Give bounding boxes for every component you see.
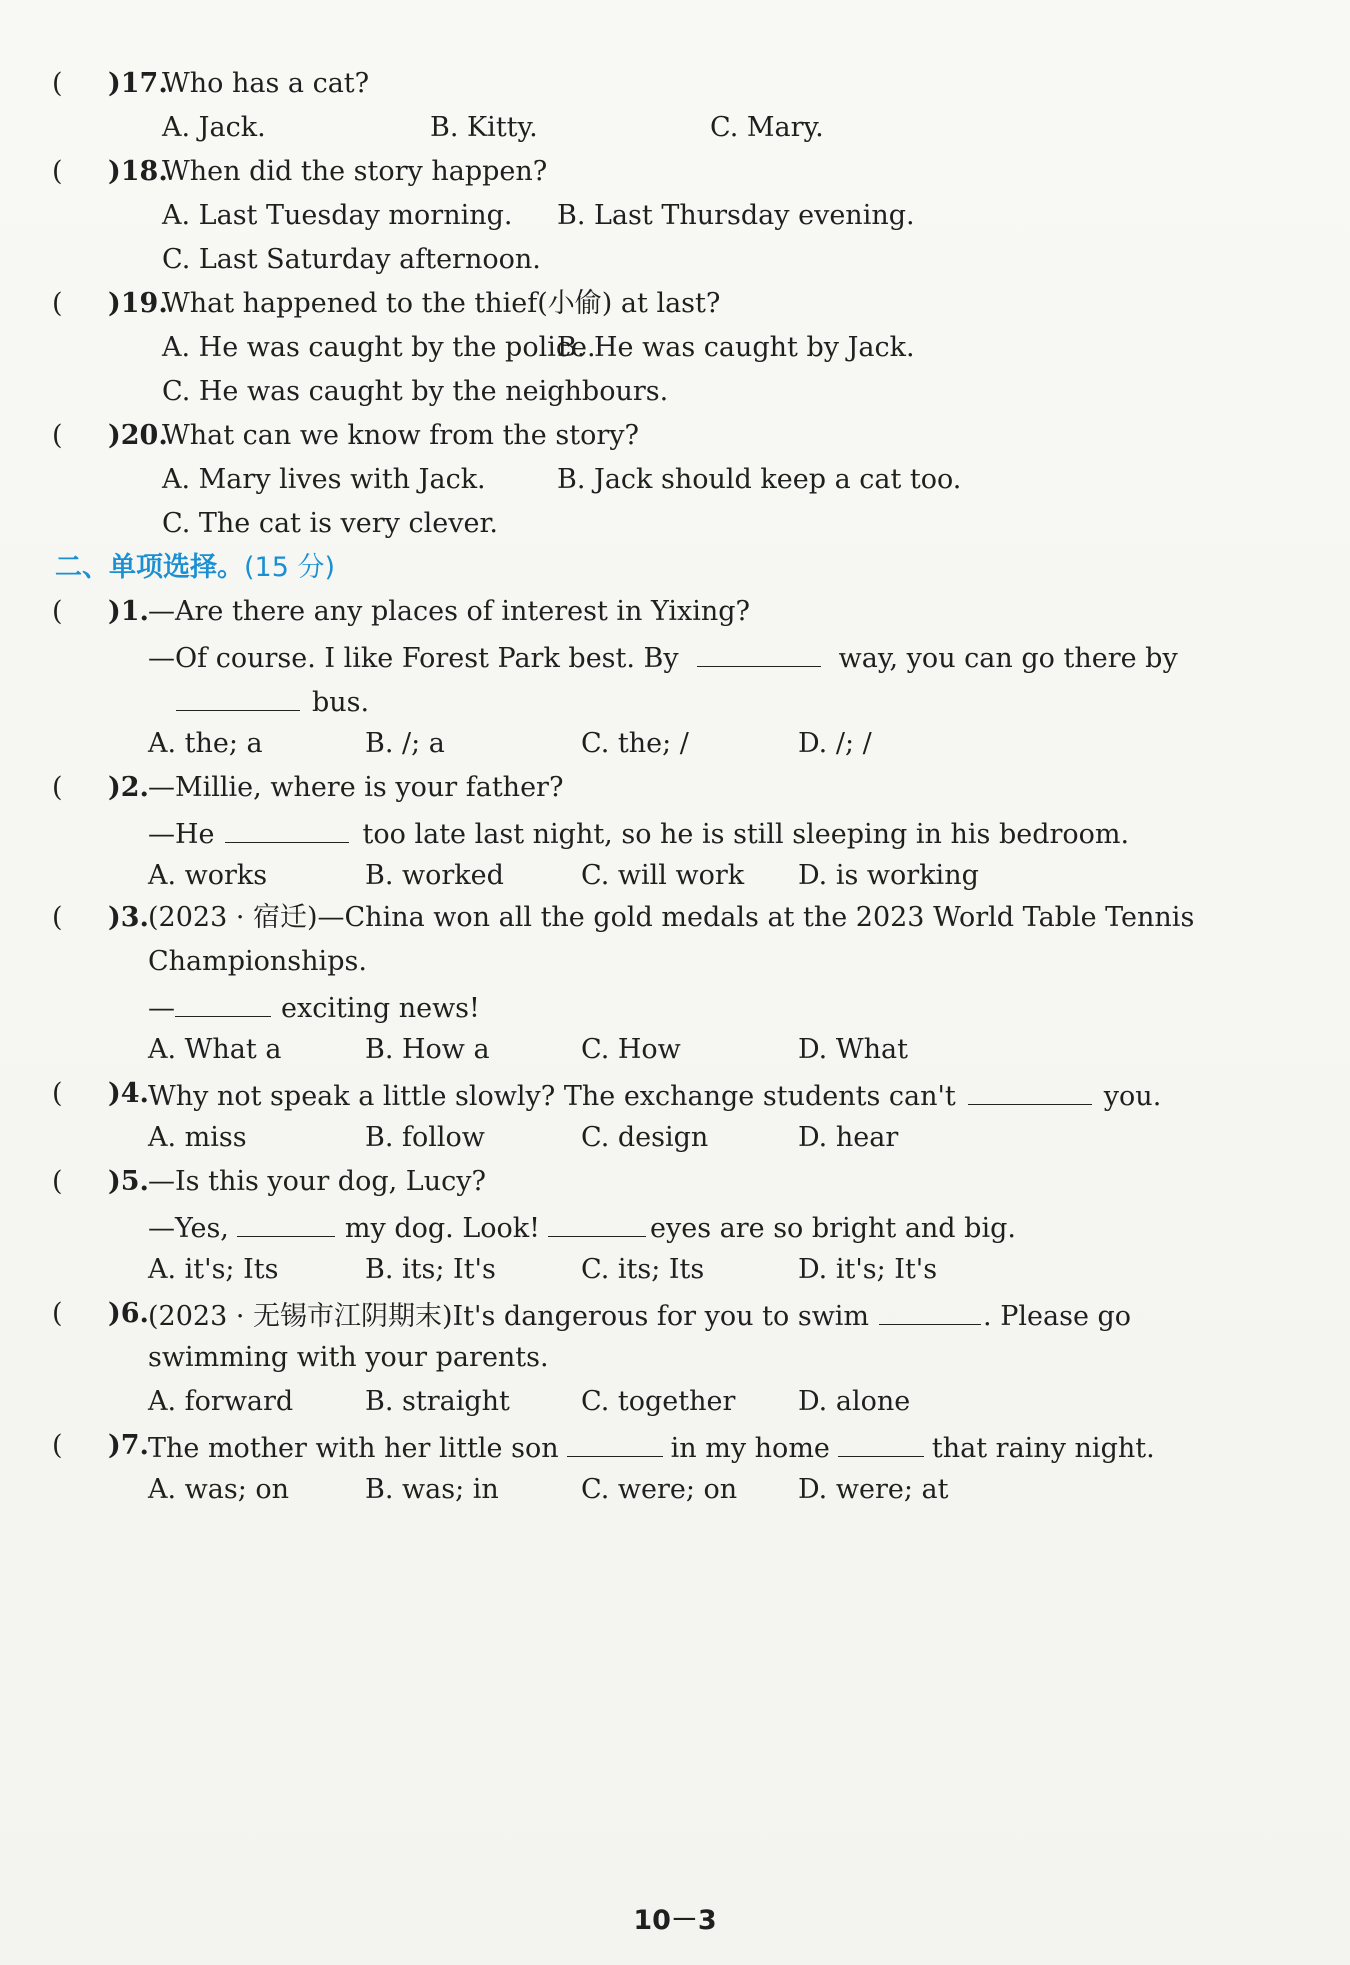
option-c: C. Last Saturday afternoon.: [162, 244, 541, 275]
answer-blank[interactable]: [567, 1428, 663, 1457]
option-c: C. He was caught by the neighbours.: [162, 376, 669, 407]
option-c: C. together: [581, 1386, 736, 1417]
answer-blank[interactable]: [237, 1208, 335, 1237]
answer-bracket[interactable]: (: [52, 772, 63, 803]
option-a: A. miss: [148, 1122, 247, 1153]
option-b: B. Last Thursday evening.: [557, 200, 915, 231]
question-text: —Is this your dog, Lucy?: [148, 1166, 486, 1197]
question-text: bus.: [312, 687, 370, 718]
section-score: (15 分): [244, 552, 336, 583]
question-text: too late last night, so he is still sleeping in his bedroom.: [362, 819, 1130, 850]
option-b: B. He was caught by Jack.: [557, 332, 915, 363]
question-text: swimming with your parents.: [148, 1342, 549, 1373]
option-a: A. Mary lives with Jack.: [162, 464, 486, 495]
option-a: A. works: [148, 860, 268, 891]
option-d: D. is working: [798, 860, 979, 891]
option-d: D. were; at: [798, 1474, 949, 1505]
answer-blank[interactable]: [968, 1076, 1092, 1105]
option-a: A. He was caught by the police.: [162, 332, 596, 363]
option-c: C. The cat is very clever.: [162, 508, 499, 539]
answer-blank[interactable]: [176, 682, 300, 711]
answer-blank[interactable]: [838, 1428, 924, 1457]
question-text: —Of course. I like Forest Park best. By: [148, 643, 679, 674]
section-title: [55, 550, 335, 586]
answer-bracket[interactable]: (: [52, 902, 63, 933]
question-text: that rainy night.: [931, 1433, 1155, 1464]
answer-bracket[interactable]: (: [52, 288, 63, 319]
option-d: D. alone: [798, 1386, 911, 1417]
option-c: C. design: [581, 1122, 709, 1153]
question-text: exciting news!: [281, 993, 480, 1024]
question-text: Who has a cat?: [162, 68, 370, 99]
answer-blank[interactable]: [879, 1296, 981, 1325]
question-text: . Please go: [983, 1301, 1132, 1332]
option-a: A. the; a: [148, 728, 263, 759]
answer-bracket[interactable]: (: [52, 1078, 63, 1109]
answer-bracket[interactable]: (: [52, 156, 63, 187]
question-text: The mother with her little son: [148, 1433, 559, 1464]
question-number: )3.: [108, 902, 149, 933]
option-a: A. Last Tuesday morning.: [162, 200, 513, 231]
option-b: B. straight: [365, 1386, 510, 1417]
page-number: 10－3: [633, 1905, 717, 1936]
answer-bracket[interactable]: (: [52, 1298, 63, 1329]
option-c: C. will work: [581, 860, 745, 891]
question-text: —Yes,: [148, 1213, 229, 1244]
option-c: C. How: [581, 1034, 681, 1065]
question-number: )19.: [108, 288, 168, 319]
option-b: B. follow: [365, 1122, 485, 1153]
option-c: C. the; /: [581, 728, 689, 759]
option-a: A. forward: [148, 1386, 294, 1417]
question-text: —Are there any places of interest in Yixing?: [148, 596, 750, 627]
option-a: A. Jack.: [162, 112, 266, 143]
question-text: my dog. Look!: [344, 1213, 540, 1244]
option-d: D. /; /: [798, 728, 872, 759]
question-text: way, you can go there by: [838, 643, 1178, 674]
option-d: D. What: [798, 1034, 908, 1065]
question-number: )2.: [108, 772, 149, 803]
option-a: A. it's; Its: [148, 1254, 279, 1285]
option-b: B. How a: [365, 1034, 490, 1065]
question-text: Why not speak a little slowly? The exchange students can't: [148, 1081, 956, 1112]
option-c: C. were; on: [581, 1474, 738, 1505]
answer-blank[interactable]: [225, 814, 349, 843]
answer-bracket[interactable]: (: [52, 596, 63, 627]
answer-blank[interactable]: [697, 638, 821, 667]
question-text: you.: [1103, 1081, 1162, 1112]
answer-bracket[interactable]: (: [52, 420, 63, 451]
option-c: C. Mary.: [710, 112, 824, 143]
question-text: (2023 · 无锡市江阴期末)It's dangerous for you to swim: [148, 1301, 870, 1332]
option-a: A. was; on: [148, 1474, 290, 1505]
question-text: in my home: [670, 1433, 830, 1464]
answer-bracket[interactable]: (: [52, 1166, 63, 1197]
option-b: B. /; a: [365, 728, 445, 759]
section-title-text: 二、单项选择。: [55, 552, 244, 583]
question-number: )4.: [108, 1078, 149, 1109]
question-number: )7.: [108, 1430, 149, 1461]
question-text: eyes are so bright and big.: [649, 1213, 1016, 1244]
answer-blank[interactable]: [175, 988, 271, 1017]
option-b: B. worked: [365, 860, 504, 891]
question-text: What happened to the thief(小偷) at last?: [162, 288, 721, 319]
option-b: B. its; It's: [365, 1254, 496, 1285]
question-number: )20.: [108, 420, 168, 451]
answer-blank[interactable]: [548, 1208, 646, 1237]
option-b: B. was; in: [365, 1474, 499, 1505]
question-text: —He: [148, 819, 215, 850]
question-text: (2023 · 宿迁)—China won all the gold medals at the 2023 World Table Tennis: [148, 902, 1195, 933]
option-d: D. it's; It's: [798, 1254, 938, 1285]
option-b: B. Kitty.: [430, 112, 538, 143]
question-text: —Millie, where is your father?: [148, 772, 564, 803]
answer-bracket[interactable]: (: [52, 1430, 63, 1461]
question-number: )6.: [108, 1298, 149, 1329]
question-number: )17.: [108, 68, 168, 99]
question-number: )5.: [108, 1166, 149, 1197]
option-a: A. What a: [148, 1034, 282, 1065]
question-text: Championships.: [148, 946, 367, 977]
option-d: D. hear: [798, 1122, 899, 1153]
answer-bracket[interactable]: (: [52, 68, 63, 99]
question-text: When did the story happen?: [162, 156, 548, 187]
question-number: )18.: [108, 156, 168, 187]
option-c: C. its; Its: [581, 1254, 705, 1285]
dash: —: [148, 993, 175, 1024]
question-number: )1.: [108, 596, 149, 627]
option-b: B. Jack should keep a cat too.: [557, 464, 962, 495]
question-text: What can we know from the story?: [162, 420, 639, 451]
